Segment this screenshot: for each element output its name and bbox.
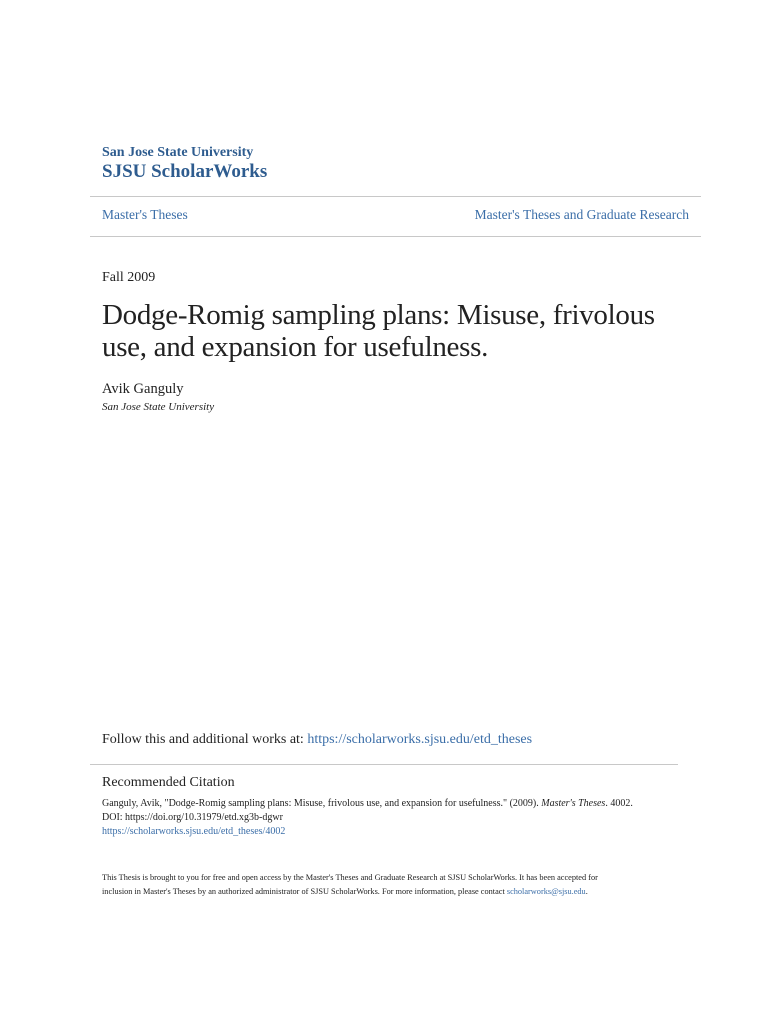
author-affiliation: San Jose State University xyxy=(102,401,215,413)
masters-theses-link[interactable]: Master's Theses xyxy=(102,207,188,222)
follow-label: Follow this and additional works at: xyxy=(102,732,304,747)
citation-doi: DOI: https://doi.org/10.31979/etd.xg3b-dgwr xyxy=(102,812,283,823)
author-name: Avik Ganguly xyxy=(102,381,184,397)
thesis-title: Dodge-Romig sampling plans: Misuse, frivolous use, and expansion for usefulness. xyxy=(102,299,655,363)
access-notice-line2 xyxy=(102,885,702,899)
citation-text-before: Ganguly, Avik, "Dodge-Romig sampling plans: Misuse, frivolous use, and expansion for usefulness." (2009). xyxy=(102,798,539,809)
access-notice xyxy=(102,871,702,899)
access-notice-line1: This Thesis is brought to you for free and open access by the Master's Theses and Graduate Research at SJSU ScholarWorks. It has been accepted for xyxy=(102,873,598,882)
follow-url-link[interactable]: https://scholarworks.sjsu.edu/etd_theses xyxy=(307,732,533,747)
repository-name[interactable]: SJSU ScholarWorks xyxy=(102,161,268,182)
citation-text-after: . 4002. xyxy=(605,798,633,809)
citation-divider xyxy=(90,764,678,765)
access-notice-text: inclusion in Master's Theses by an authorized administrator of SJSU ScholarWorks. For more information, please contact xyxy=(102,887,505,896)
follow-line xyxy=(102,732,532,748)
university-name: San Jose State University xyxy=(102,145,254,160)
contact-email-link[interactable]: scholarworks@sjsu.edu xyxy=(506,887,586,896)
citation-block xyxy=(102,797,702,839)
nav-divider xyxy=(90,236,701,237)
masters-theses-graduate-research-link[interactable]: Master's Theses and Graduate Research xyxy=(474,207,689,222)
access-notice-end: . xyxy=(585,887,588,896)
top-divider xyxy=(90,196,701,197)
citation-series: Master's Theses xyxy=(541,798,606,809)
citation-url-link[interactable]: https://scholarworks.sjsu.edu/etd_theses/4002 xyxy=(102,826,286,837)
citation-text xyxy=(102,797,702,811)
citation-heading: Recommended Citation xyxy=(102,775,235,790)
publication-date: Fall 2009 xyxy=(102,270,156,285)
